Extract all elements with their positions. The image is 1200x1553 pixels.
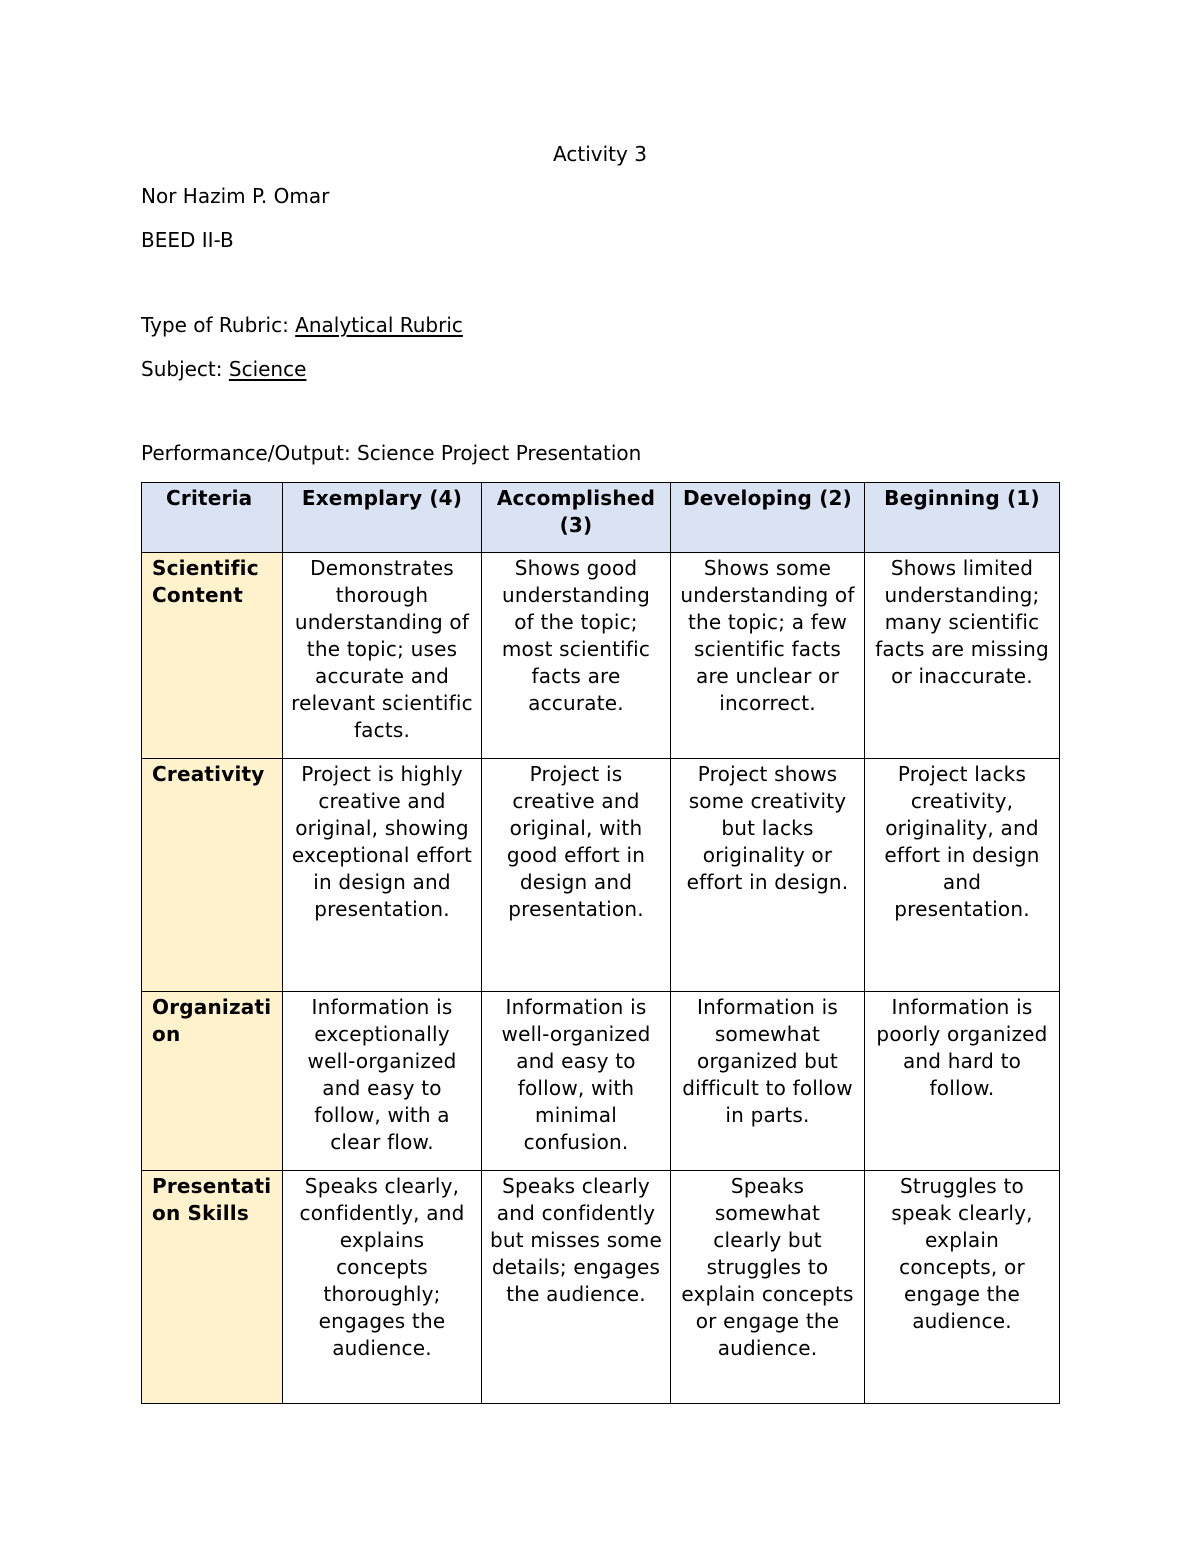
rubric-cell: Information is well-organized and easy to follow, with minimal confusion.: [482, 992, 671, 1171]
criterion-cell: Organization: [142, 992, 283, 1171]
performance-line: Performance/Output: Science Project Presentation: [141, 441, 642, 465]
criterion-cell: Presentation Skills: [142, 1171, 283, 1404]
rubric-cell: Project lacks creativity, originality, and effort in design and presentation.: [865, 759, 1060, 992]
table-header-row: [142, 483, 1060, 553]
rubric-cell: Speaks clearly, confidently, and explains concepts thoroughly; engages the audience.: [283, 1171, 482, 1404]
rubric-cell: Information is exceptionally well-organized and easy to follow, with a clear flow.: [283, 992, 482, 1171]
rubric-cell: Speaks somewhat clearly but struggles to explain concepts or engage the audience.: [671, 1171, 865, 1404]
rubric-cell: Shows limited understanding; many scientific facts are missing or inaccurate.: [865, 553, 1060, 759]
rubric-type-label: Type of Rubric:: [141, 313, 296, 337]
rubric-cell: Speaks clearly and confidently but misses some details; engages the audience.: [482, 1171, 671, 1404]
rubric-cell: Information is poorly organized and hard to follow.: [865, 992, 1060, 1171]
section-label: BEED II-B: [141, 228, 234, 252]
rubric-cell: Demonstrates thorough understanding of the topic; uses accurate and relevant scientific facts.: [283, 553, 482, 759]
criterion-cell: Creativity: [142, 759, 283, 992]
student-name: Nor Hazim P. Omar: [141, 184, 330, 208]
header-beginning: Beginning (1): [865, 483, 1060, 553]
table-row: [142, 992, 1060, 1171]
document-title: Activity 3: [553, 142, 647, 166]
rubric-cell: Information is somewhat organized but difficult to follow in parts.: [671, 992, 865, 1171]
header-criteria: Criteria: [142, 483, 283, 553]
subject-value: Science: [228, 357, 307, 381]
rubric-cell: Struggles to speak clearly, explain concepts, or engage the audience.: [865, 1171, 1060, 1404]
table-row: [142, 1171, 1060, 1404]
header-developing: Developing (2): [671, 483, 865, 553]
rubric-table: [141, 482, 1060, 1404]
rubric-cell: Shows some understanding of the topic; a few scientific facts are unclear or incorrect.: [671, 553, 865, 759]
table-row: [142, 759, 1060, 992]
header-accomplished: Accomplished (3): [482, 483, 671, 553]
rubric-cell: Project is highly creative and original, showing exceptional effort in design and presentation.: [283, 759, 482, 992]
subject-label: Subject:: [141, 357, 229, 381]
rubric-cell: Project is creative and original, with good effort in design and presentation.: [482, 759, 671, 992]
rubric-cell: Project shows some creativity but lacks originality or effort in design.: [671, 759, 865, 992]
subject-line: [141, 356, 306, 382]
criterion-cell: Scientific Content: [142, 553, 283, 759]
header-exemplary: Exemplary (4): [283, 483, 482, 553]
rubric-cell: Shows good understanding of the topic; most scientific facts are accurate.: [482, 553, 671, 759]
table-row: [142, 553, 1060, 759]
rubric-type-line: [141, 312, 463, 338]
rubric-type-value: Analytical Rubric: [295, 313, 463, 337]
